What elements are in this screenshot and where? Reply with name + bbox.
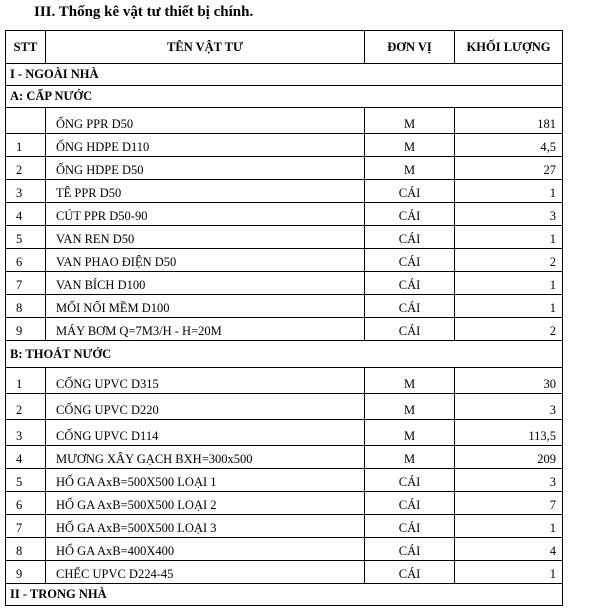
row-material-name: ỐNG HDPE D50 [46,157,365,180]
row-material-name: ỐNG HDPE D110 [46,134,365,157]
column-header-unit: ĐƠN VỊ [365,31,455,64]
row-unit: CÁI [365,295,455,318]
column-header-stt: STT [6,31,46,64]
row-stt [6,108,46,134]
column-header-qty: KHỐI LƯỢNG [455,31,563,64]
table-row [6,515,563,538]
row-unit: CÁI [365,272,455,295]
row-quantity: 3 [455,394,563,420]
row-stt: 1 [6,368,46,394]
row-stt: 4 [6,203,46,226]
row-stt: 8 [6,538,46,561]
section-row [6,64,563,86]
row-stt: 3 [6,180,46,203]
row-quantity: 1 [455,561,563,584]
row-material-name: CỐNG UPVC D315 [46,368,365,394]
table-row [6,492,563,515]
row-quantity: 3 [455,203,563,226]
row-unit: M [365,368,455,394]
row-unit: CÁI [365,469,455,492]
row-quantity: 4 [455,538,563,561]
row-material-name: HỐ GA AxB=400X400 [46,538,365,561]
section-heading: III. Thống kê vật tư thiết bị chính. [34,4,254,20]
column-header-name: TÊN VẬT TƯ [46,31,365,64]
row-material-name: HỐ GA AxB=500X500 LOẠI 3 [46,515,365,538]
row-unit: CÁI [365,515,455,538]
row-quantity: 27 [455,157,563,180]
row-material-name: TÊ PPR D50 [46,180,365,203]
row-stt: 2 [6,394,46,420]
row-unit: M [365,108,455,134]
row-stt: 1 [6,134,46,157]
section-row [6,341,563,368]
table-row [6,180,563,203]
row-unit: M [365,134,455,157]
row-unit: CÁI [365,538,455,561]
row-stt: 9 [6,318,46,341]
row-material-name: CỐNG UPVC D114 [46,420,365,446]
row-material-name: MỐI NỐI MỀM D100 [46,295,365,318]
table-row [6,318,563,341]
row-quantity: 1 [455,226,563,249]
table-row [6,420,563,446]
row-material-name: MƯƠNG XÂY GẠCH BXH=300x500 [46,446,365,469]
row-quantity: 181 [455,108,563,134]
table-body [6,64,563,606]
row-quantity: 30 [455,368,563,394]
row-material-name: MÁY BƠM Q=7M3/H - H=20M [46,318,365,341]
table-row [6,295,563,318]
row-unit: CÁI [365,203,455,226]
section-label: I - NGOÀI NHÀ [6,64,563,86]
row-quantity: 1 [455,295,563,318]
row-unit: M [365,394,455,420]
row-material-name: HỐ GA AxB=500X500 LOẠI 2 [46,492,365,515]
table-row [6,272,563,295]
row-unit: CÁI [365,561,455,584]
row-stt: 5 [6,469,46,492]
row-unit: CÁI [365,318,455,341]
row-material-name: HỐ GA AxB=500X500 LOẠI 1 [46,469,365,492]
row-material-name: CỐNG UPVC D220 [46,394,365,420]
row-material-name: CHẾC UPVC D224-45 [46,561,365,584]
row-quantity: 2 [455,318,563,341]
row-unit: M [365,157,455,180]
table-row [6,134,563,157]
row-unit: CÁI [365,492,455,515]
row-stt: 7 [6,272,46,295]
row-stt: 9 [6,561,46,584]
row-quantity: 7 [455,492,563,515]
row-quantity: 1 [455,515,563,538]
table-row [6,394,563,420]
row-stt: 7 [6,515,46,538]
row-material-name: CÚT PPR D50-90 [46,203,365,226]
section-row [6,584,563,606]
table-row [6,108,563,134]
row-unit: M [365,420,455,446]
table-row [6,203,563,226]
row-material-name: VAN PHAO ĐIỆN D50 [46,249,365,272]
row-stt: 6 [6,249,46,272]
row-stt: 4 [6,446,46,469]
table-row [6,538,563,561]
section-label: II - TRONG NHÀ [6,584,563,606]
row-quantity: 4,5 [455,134,563,157]
materials-table [5,30,563,606]
row-unit: CÁI [365,180,455,203]
table-row [6,226,563,249]
row-stt: 3 [6,420,46,446]
section-label: A: CẤP NƯỚC [6,86,563,108]
section-row [6,86,563,108]
table-row [6,249,563,272]
row-material-name: VAN REN D50 [46,226,365,249]
row-stt: 6 [6,492,46,515]
row-quantity: 1 [455,272,563,295]
row-unit: CÁI [365,226,455,249]
table-row [6,561,563,584]
row-stt: 8 [6,295,46,318]
row-quantity: 2 [455,249,563,272]
row-unit: CÁI [365,249,455,272]
row-stt: 2 [6,157,46,180]
row-quantity: 3 [455,469,563,492]
section-label: B: THOÁT NƯỚC [6,341,563,368]
row-quantity: 1 [455,180,563,203]
table-row [6,368,563,394]
row-quantity: 209 [455,446,563,469]
row-unit: M [365,446,455,469]
row-stt: 5 [6,226,46,249]
table-row [6,446,563,469]
row-material-name: VAN BÍCH D100 [46,272,365,295]
table-row [6,157,563,180]
table-header-row [6,31,563,64]
table-row [6,469,563,492]
row-material-name: ỐNG PPR D50 [46,108,365,134]
row-quantity: 113,5 [455,420,563,446]
